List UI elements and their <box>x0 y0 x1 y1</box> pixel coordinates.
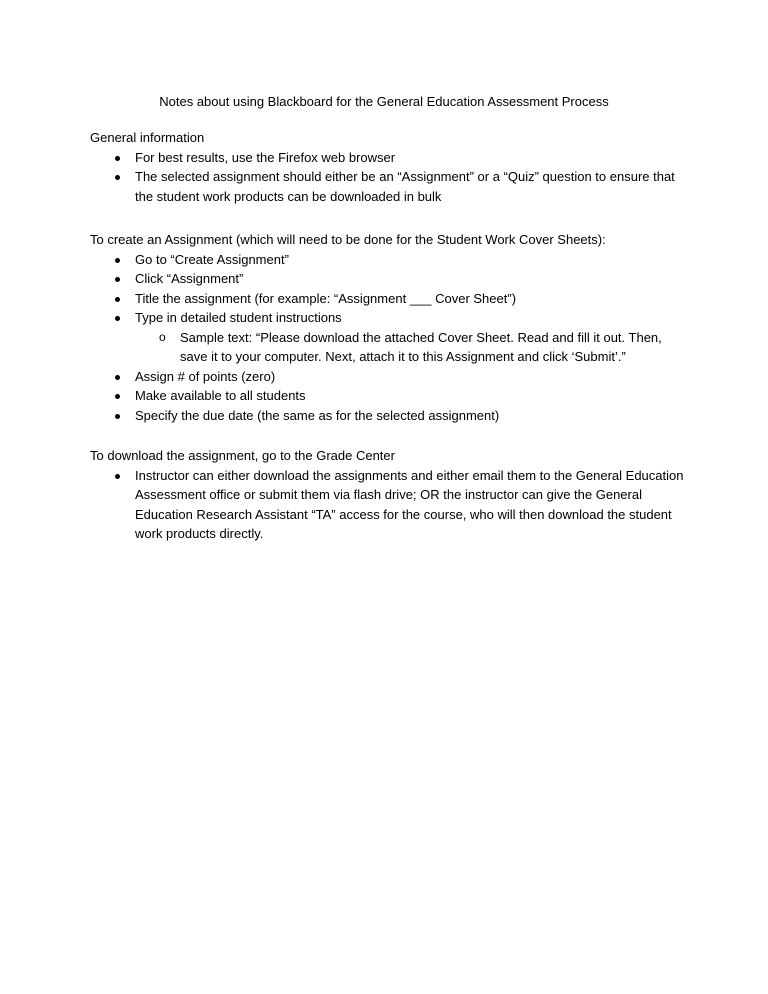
bullet-icon <box>115 474 120 479</box>
list-item-text: The selected assignment should either be an “Assignment” or a “Quiz” question to ensure that the student work products can be downloaded in bulk <box>135 169 675 204</box>
sample-text: Sample text: “Please download the attached Cover Sheet. Read and fill it out. Then, save it to your computer. Next, attach it to this Assignment and click ‘Submit’.” <box>180 329 662 364</box>
section-heading-download: To download the assignment, go to the Grade Center <box>90 448 395 463</box>
list-item-text: Instructor can either download the assignments and either email them to the General Education Assessment office or submit them via flash drive; OR the instructor can give the General Education Research Assistant “TA” access for the course, who will then download the student work products directly. <box>135 467 684 541</box>
general-list <box>90 148 690 207</box>
list-item <box>90 167 690 206</box>
sub-list-item <box>90 328 690 367</box>
sample-text-sublist <box>90 328 690 367</box>
list-item <box>90 308 690 328</box>
list-item-text: Type in detailed student instructions <box>135 310 342 325</box>
list-item <box>90 466 690 544</box>
list-item-text: Click “Assignment” <box>135 271 244 286</box>
section-heading-create: To create an Assignment (which will need to be done for the Student Work Cover Sheets): <box>90 232 606 247</box>
list-item-text: For best results, use the Firefox web browser <box>135 149 396 165</box>
section-heading-general: General information <box>90 130 205 145</box>
list-item-text: Specify the due date (the same as for the selected assignment) <box>135 407 500 423</box>
list-item-text: Assign # of points (zero) <box>135 368 276 384</box>
list-item <box>90 250 690 270</box>
bullet-icon <box>115 277 120 282</box>
list-item <box>90 406 690 426</box>
list-item-text: Make available to all students <box>135 388 306 403</box>
bullet-icon <box>115 258 120 263</box>
section-general-information <box>90 128 690 206</box>
list-item-text: Go to “Create Assignment” <box>135 251 289 267</box>
list-item <box>90 269 690 289</box>
list-item-text: Title the assignment (for example: “Assignment ___ Cover Sheet”) <box>135 290 517 306</box>
section-download-assignment <box>90 446 690 544</box>
bullet-icon <box>115 375 120 380</box>
hollow-bullet-icon: o <box>159 329 166 344</box>
bullet-icon <box>115 394 120 399</box>
bullet-icon <box>115 297 120 302</box>
bullet-icon <box>115 316 120 321</box>
create-list-continued <box>90 367 690 426</box>
bullet-icon <box>115 156 120 161</box>
bullet-icon <box>115 175 120 180</box>
list-item <box>90 386 690 406</box>
section-create-assignment <box>90 230 690 425</box>
document-title: Notes about using Blackboard for the General Education Assessment Process <box>159 94 609 109</box>
list-item <box>90 289 690 309</box>
create-list <box>90 250 690 328</box>
list-item <box>90 367 690 387</box>
bullet-icon <box>115 414 120 419</box>
download-list <box>90 466 690 544</box>
list-item <box>90 148 690 168</box>
